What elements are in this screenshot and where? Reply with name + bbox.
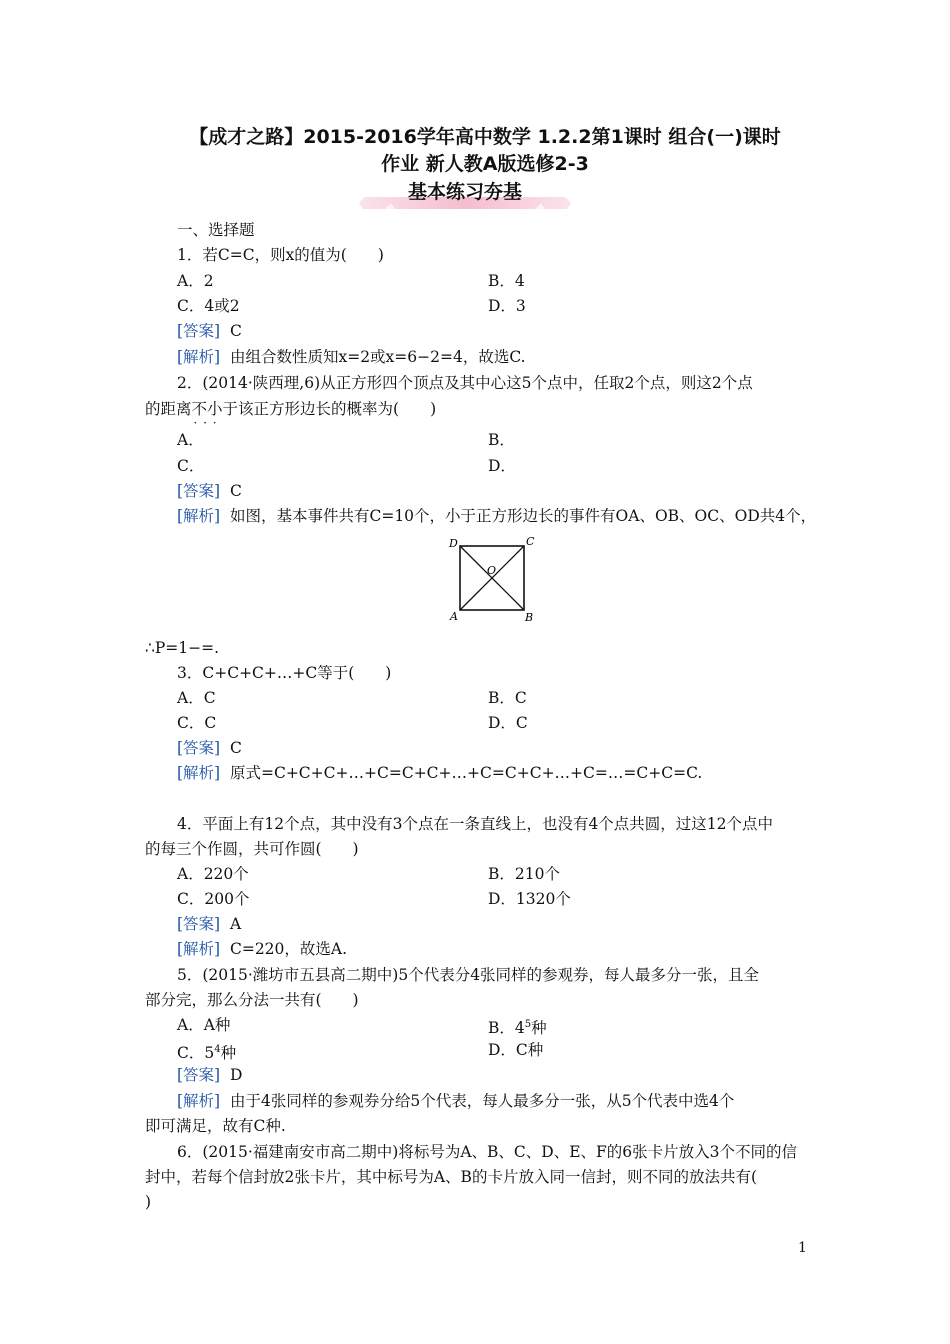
q3-option-d: D．C [488,714,528,732]
q4-option-c: C．200个 [177,890,250,908]
q5-analysis-text: 由于4张同样的参观券分给5个代表，每人最多分一张，从5个代表中选4个 [229,1092,735,1110]
q5-option-c-exponent: 4 [214,1044,221,1055]
square-diagram [440,533,540,625]
q2-stem-line-2 [145,399,436,419]
q5-option-b-base: B．4 [488,1019,525,1038]
page-number: 1 [798,1240,807,1256]
q1-answer-value: C [229,322,242,340]
q2-answer [177,481,242,501]
analysis-label: [解析] [177,940,221,958]
q1-analysis [177,347,526,367]
q5-answer [177,1065,242,1085]
q4-answer-value: A [229,915,242,933]
q1-answer [177,321,242,341]
q6-stem-line-1: 6．(2015·福建南安市高二期中)将标号为A、B、C、D、E、F的6张卡片放入3个不同的信 [177,1143,797,1161]
q4-option-a: A．220个 [177,865,249,883]
q4-stem-line-1: 4．平面上有12个点，其中没有3个点在一条直线上，也没有4个点共圆，过这12个点中 [177,815,774,833]
q3-stem: 3．C+C+C+…+C等于( ) [177,664,392,682]
q6-stem-line-2: 封中，若每个信封放2张卡片，其中标号为A、B的卡片放入同一信封，则不同的放法共有( [145,1168,757,1186]
vertex-label-d: D [449,537,458,550]
q2-conclusion: ∴P=1−=. [145,639,220,657]
q5-analysis-line-2: 即可满足，故有C种. [145,1117,286,1135]
q5-answer-value: D [229,1066,243,1084]
vertex-label-a: A [450,610,458,623]
q2-stem-pre: 的距离 [145,400,192,418]
q4-option-b: B．210个 [488,865,560,883]
analysis-label: [解析] [177,507,221,525]
q5-stem-line-1: 5．(2015·潍坊市五县高二期中)5个代表分4张同样的参观券，每人最多分一张，且全 [177,966,760,984]
analysis-label: [解析] [177,1092,221,1110]
document-title-line-1: 【成才之路】2015-2016学年高中数学 1.2.2第1课时 组合(一)课时 [189,126,781,148]
answer-label: [答案] [177,1066,221,1084]
q5-option-b-unit: 种 [531,1019,547,1038]
section-heading: 一、选择题 [177,221,255,239]
q3-option-c: C．C [177,714,217,732]
analysis-label: [解析] [177,764,221,782]
answer-label: [答案] [177,739,221,757]
q2-analysis [177,506,816,526]
q5-option-d: D．C种 [488,1041,544,1059]
q1-option-d: D．3 [488,297,526,315]
q2-stem-emphasis: 不小于 · · · [192,400,239,418]
vertex-label-b: B [525,611,534,624]
answer-label: [答案] [177,322,221,340]
analysis-label: [解析] [177,348,221,366]
q6-stem-line-3: ) [145,1193,152,1211]
q2-option-c: C． [177,457,205,475]
document-title-line-2: 作业 新人教A版选修2-3 [381,153,589,175]
vertex-label-c: C [526,535,535,548]
q5-stem-line-2: 部分完，那么分法一共有( ) [145,991,359,1009]
center-label-o: O [487,564,497,577]
q2-analysis-text: 如图，基本事件共有C=10个，小于正方形边长的事件有OA、OB、OC、OD共4个， [229,507,817,525]
q2-option-a: A． [177,431,204,449]
q3-answer-value: C [229,739,242,757]
q4-option-d: D．1320个 [488,890,571,908]
q4-answer [177,914,241,934]
q5-option-c-unit: 种 [220,1044,237,1063]
q3-option-a: A．C [177,689,216,707]
q5-option-c-base: C．5 [177,1044,215,1063]
q5-option-b [488,1015,547,1038]
q1-analysis-text: 由组合数性质知x=2或x=6−2=4，故选C. [229,348,526,366]
q1-stem: 1．若C=C，则x的值为( ) [177,246,384,264]
q4-analysis-text: C=220，故选A. [229,940,348,958]
q3-answer [177,738,242,758]
q5-option-a: A．A种 [177,1016,231,1034]
section-banner-title: 基本练习夯基 [407,181,522,203]
q1-option-a: A．2 [177,272,214,290]
q3-analysis-text: 原式=C+C+C+…+C=C+C+…+C=C+C+…+C=…=C+C=C. [229,764,703,782]
q3-analysis [177,763,702,783]
q1-option-c: C．4或2 [177,297,240,315]
q2-stem-post: 该正方形边长的概率为( ) [238,400,437,418]
q2-stem-line-1: 2．(2014·陕西理,6)从正方形四个顶点及其中心这5个点中，任取2个点，则这2个点 [177,374,753,392]
q5-option-b-exponent: 5 [524,1019,532,1030]
q1-option-b: B．4 [488,272,525,290]
answer-label: [答案] [177,915,221,933]
answer-label: [答案] [177,482,221,500]
q4-analysis [177,939,347,959]
q3-option-b: B．C [488,689,527,707]
q2-answer-value: C [229,482,242,500]
q4-stem-line-2: 的每三个作圆，共可作圆( ) [145,840,359,858]
q2-option-b: B． [488,431,515,449]
q5-analysis [177,1091,734,1111]
q2-option-d: D． [488,457,516,475]
q5-option-c [177,1040,236,1063]
